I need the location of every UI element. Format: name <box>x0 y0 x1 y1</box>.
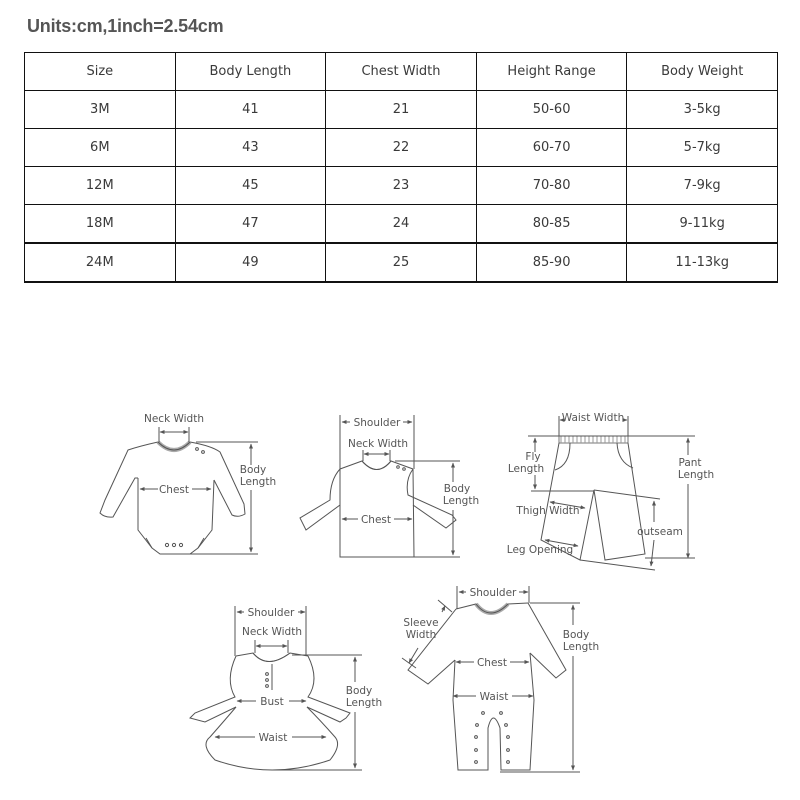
dress-length-label: Length <box>345 697 383 709</box>
cell: 25 <box>326 243 477 282</box>
bodysuit-chest-label: Chest <box>158 484 190 496</box>
header-body-weight: Body Weight <box>627 53 778 91</box>
cell: 45 <box>175 167 326 205</box>
header-body-length: Body Length <box>175 53 326 91</box>
pants-pant-label: Pant <box>678 457 702 469</box>
cell: 3M <box>25 91 176 129</box>
cell: 85-90 <box>476 243 627 282</box>
romper-diagram <box>402 586 580 772</box>
top-neck-width-label: Neck Width <box>347 438 409 450</box>
cell: 3-5kg <box>627 91 778 129</box>
header-chest-width: Chest Width <box>326 53 477 91</box>
cell: 47 <box>175 205 326 244</box>
top-shoulder-label: Shoulder <box>353 417 401 429</box>
dress-bust-label: Bust <box>260 696 284 708</box>
top-chest-label: Chest <box>360 514 392 526</box>
cell: 80-85 <box>476 205 627 244</box>
cell: 22 <box>326 129 477 167</box>
dress-neck-width-label: Neck Width <box>241 626 303 638</box>
cell: 12M <box>25 167 176 205</box>
top-body-label: Body <box>443 483 471 495</box>
bodysuit-neck-width-label: Neck Width <box>143 413 205 425</box>
cell: 24M <box>25 243 176 282</box>
dress-waist-label: Waist <box>258 732 288 744</box>
dress-body-label: Body <box>345 685 373 697</box>
cell: 11-13kg <box>627 243 778 282</box>
cell: 50-60 <box>476 91 627 129</box>
pants-waist-width-label: Waist Width <box>561 412 625 424</box>
bodysuit-body-label: Body <box>239 464 267 476</box>
romper-chest-label: Chest <box>476 657 508 669</box>
romper-sleeve-label: Sleeve <box>403 617 439 629</box>
cell: 41 <box>175 91 326 129</box>
cell: 6M <box>25 129 176 167</box>
top-diagram <box>300 415 460 557</box>
pants-pant-length-label: Length <box>677 469 715 481</box>
dress-shoulder-label: Shoulder <box>247 607 295 619</box>
cell: 7-9kg <box>627 167 778 205</box>
cell: 23 <box>326 167 477 205</box>
romper-length-label: Length <box>562 641 600 653</box>
romper-body-label: Body <box>562 629 590 641</box>
romper-waist-label: Waist <box>479 691 509 703</box>
cell: 43 <box>175 129 326 167</box>
cell: 49 <box>175 243 326 282</box>
cell: 21 <box>326 91 477 129</box>
cell: 9-11kg <box>627 205 778 244</box>
romper-shoulder-label: Shoulder <box>469 587 517 599</box>
units-note: Units:cm,1inch=2.54cm <box>27 16 224 36</box>
top-length-label: Length <box>442 495 480 507</box>
header-height-range: Height Range <box>476 53 627 91</box>
romper-sleeve-width-label: Width <box>405 629 437 641</box>
cell: 70-80 <box>476 167 627 205</box>
cell: 24 <box>326 205 477 244</box>
cell: 18M <box>25 205 176 244</box>
cell: 5-7kg <box>627 129 778 167</box>
pants-fly-label: Fly <box>525 451 541 463</box>
pants-leg-opening-label: Leg Opening <box>506 544 574 556</box>
pants-thigh-width-label: Thigh Width <box>516 505 580 517</box>
header-size: Size <box>25 53 176 91</box>
pants-fly-length-label: Length <box>507 463 545 475</box>
bodysuit-length-label: Length <box>239 476 277 488</box>
cell: 60-70 <box>476 129 627 167</box>
pants-outseam-label: outseam <box>637 526 683 538</box>
